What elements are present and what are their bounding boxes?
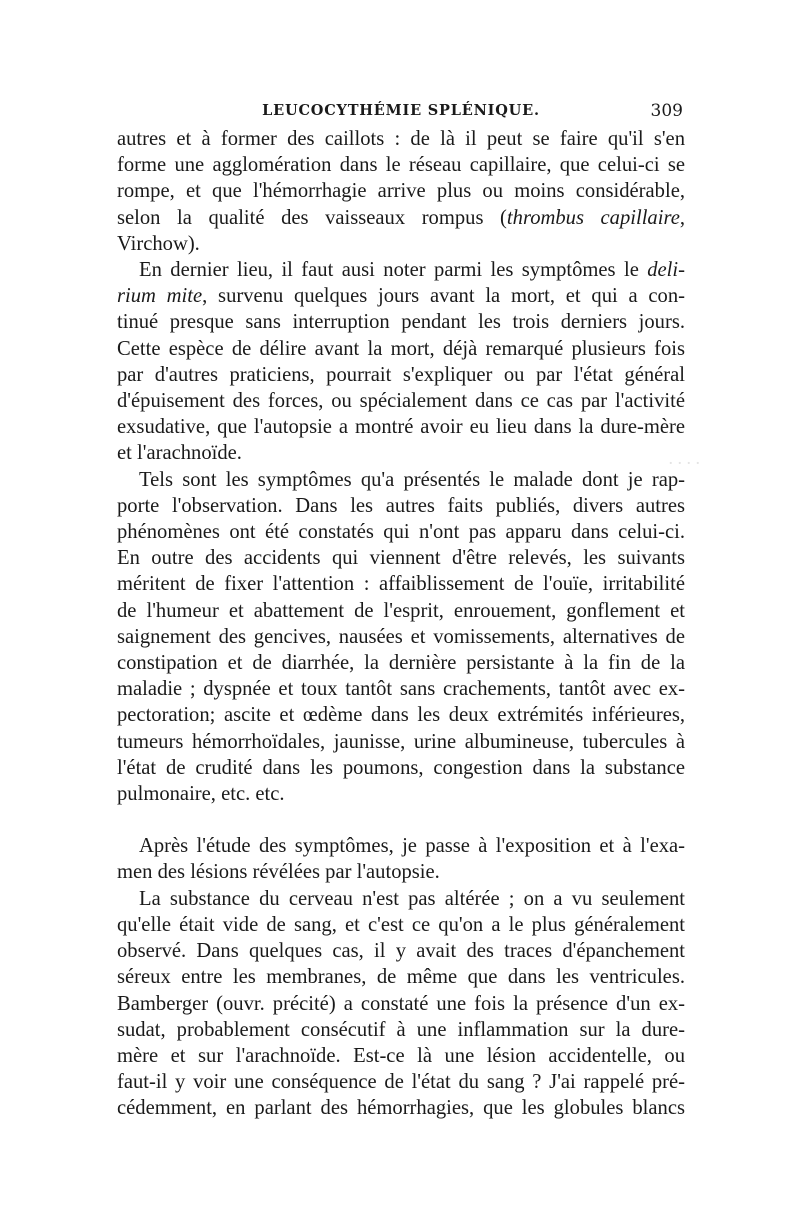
text-line: rium mite, survenu quelques jours avant la mort, et qui a con- xyxy=(117,285,685,308)
text-line: observé. Dans quelques cas, il y avait des traces d'épanchement xyxy=(117,940,685,963)
text-line: phénomènes ont été constatés qui n'ont pas apparu dans celui-ci. xyxy=(117,521,685,544)
text-line: qu'elle était vide de sang, et c'est ce qu'on a le plus généralement xyxy=(117,913,685,936)
text-line: En dernier lieu, il faut ausi noter parmi les symptômes le deli- xyxy=(139,259,685,282)
text-line: et l'arachnoïde. xyxy=(117,442,242,465)
text-line: par d'autres praticiens, pourrait s'expliquer ou par l'état général xyxy=(117,363,685,386)
text-line: l'état de crudité dans les poumons, congestion dans la substance xyxy=(117,756,685,779)
book-page xyxy=(117,100,685,1122)
text-line: Après l'étude des symptômes, je passe à l'exposition et à l'exa- xyxy=(139,835,685,858)
text-line: tinué presque sans interruption pendant les trois derniers jours. xyxy=(117,311,685,334)
text-line: selon la qualité des vaisseaux rompus (thrombus capillaire, xyxy=(117,206,685,229)
running-header xyxy=(117,100,685,126)
page-body xyxy=(117,126,685,1122)
paragraph-4 xyxy=(117,833,685,885)
text-line: séreux entre les membranes, de même que dans les ventricules. xyxy=(117,966,685,989)
text-line: méritent de fixer l'attention : affaiblissement de l'ouïe, irritabilité xyxy=(117,573,685,596)
text-line: exsudative, que l'autopsie a montré avoir eu lieu dans la dure-mère xyxy=(117,416,685,439)
italic-term: rium mite xyxy=(117,285,203,308)
italic-term: thrombus capillaire xyxy=(506,206,680,229)
text-line: mère et sur l'arachnoïde. Est-ce là une lésion accidentelle, ou xyxy=(117,1044,685,1067)
text-line: Tels sont les symptômes qu'a présentés le malade dont je rap- xyxy=(139,468,685,491)
paragraph-2 xyxy=(117,257,685,467)
paragraph-3 xyxy=(117,467,685,808)
text-line: cédemment, en parlant des hémorrhagies, que les globules blancs xyxy=(117,1097,685,1120)
verso-show-through: . . . . xyxy=(668,448,700,468)
text-line: pulmonaire, etc. etc. xyxy=(117,783,285,806)
italic-term: deli- xyxy=(647,259,685,282)
text-line: faut-il y voir une conséquence de l'état du sang ? J'ai rappelé pré- xyxy=(117,1071,685,1094)
text-line: rompe, et que l'hémorrhagie arrive plus ou moins considérable, xyxy=(117,180,685,203)
text-line: men des lésions révélées par l'autopsie. xyxy=(117,861,440,884)
text-line: Virchow). xyxy=(117,232,200,255)
text-line: saignement des gencives, nausées et vomissements, alternatives de xyxy=(117,625,685,648)
text-line: pectoration; ascite et œdème dans les deux extrémités inférieures, xyxy=(117,704,685,727)
text-line: forme une agglomération dans le réseau capillaire, que celui-ci se xyxy=(117,154,685,177)
text-line: En outre des accidents qui viennent d'être relevés, les suivants xyxy=(117,547,685,570)
text-line: tumeurs hémorrhoïdales, jaunisse, urine albumineuse, tubercules à xyxy=(117,730,685,753)
text-line: d'épuisement des forces, ou spécialement dans ce cas par l'activité xyxy=(117,390,685,413)
text-line: La substance du cerveau n'est pas altérée ; on a vu seulement xyxy=(139,887,685,910)
text-line: de l'humeur et abattement de l'esprit, enrouement, gonflement et xyxy=(117,599,685,622)
text-line: maladie ; dyspnée et toux tantôt sans crachements, tantôt avec ex- xyxy=(117,678,685,701)
text-line: autres et à former des caillots : de là il peut se faire qu'il s'en xyxy=(117,128,685,150)
page-number: 309 xyxy=(650,101,683,121)
text-line: porte l'observation. Dans les autres faits publiés, divers autres xyxy=(117,494,685,517)
text-line: Bamberger (ouvr. précité) a constaté une fois la présence d'un ex- xyxy=(117,992,685,1015)
paragraph-5 xyxy=(117,886,685,1122)
text-line: constipation et de diarrhée, la dernière persistante à la fin de la xyxy=(117,652,685,675)
text-line: Cette espèce de délire avant la mort, déjà remarqué plusieurs fois xyxy=(117,337,685,360)
running-title: LEUCOCYTHÉMIE SPLÉNIQUE. xyxy=(262,102,540,119)
text-line: sudat, probablement consécutif à une inflammation sur la dure- xyxy=(117,1018,685,1041)
paragraph-1 xyxy=(117,126,685,257)
